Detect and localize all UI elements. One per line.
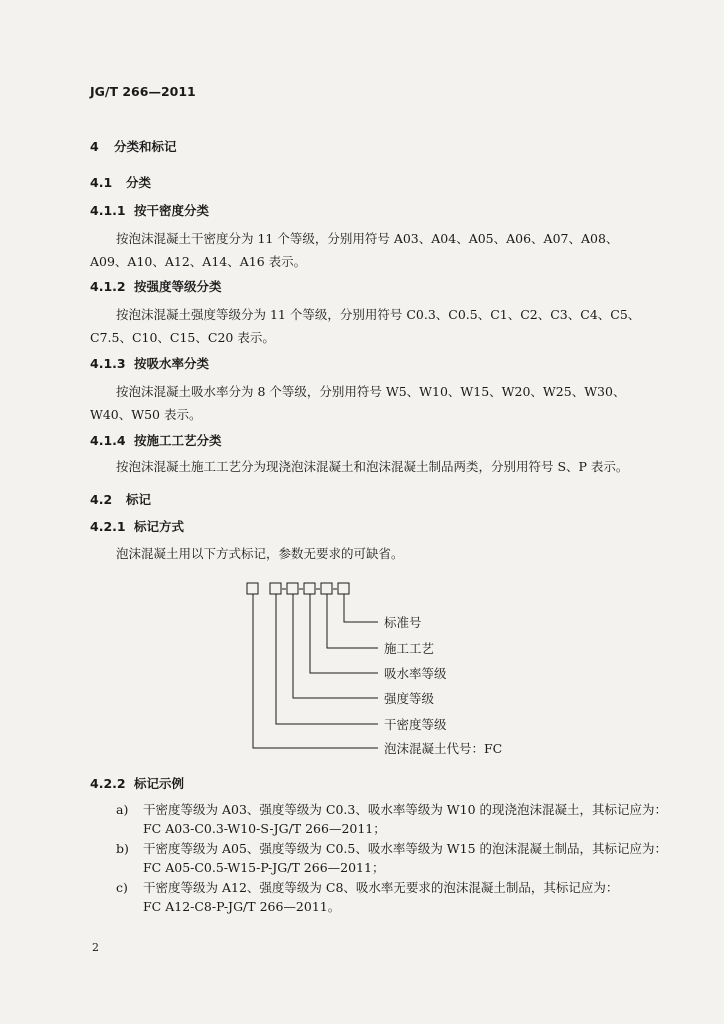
diagram-label: 泡沫混凝土代号：FC: [384, 741, 503, 756]
paragraph-4-1-4: 按泡沫混凝土施工工艺分为现浇泡沫混凝土和泡沫混凝土制品两类，分别用符号 S、P 表示。: [116, 459, 629, 474]
section-number: 4.2.1: [90, 519, 126, 534]
diagram-label: 吸水率等级: [384, 666, 447, 681]
paragraph-4-1-1: 按泡沫混凝土干密度分为 11 个等级，分别用符号 A03、A04、A05、A06、A07、A08、A09、A10、A12、A14、A16 表示。: [90, 231, 619, 269]
section-number: 4.2.2: [90, 776, 126, 791]
section-number: 4.1: [90, 175, 113, 190]
page-number: 2: [92, 941, 99, 954]
section-number: 4: [90, 139, 99, 154]
example-c-line1: 干密度等级为 A12、强度等级为 C8、吸水率无要求的泡沫混凝土制品，其标记应为：: [143, 880, 619, 895]
standard-header: JG/T 266—2011: [90, 84, 196, 99]
diagram-label: 标准号: [384, 615, 422, 630]
section-title: 按强度等级分类: [134, 279, 222, 294]
leader-strength: [293, 594, 378, 698]
section-title: 按施工工艺分类: [134, 433, 222, 448]
section-title: 标记方式: [134, 519, 185, 534]
box-water-absorption: [304, 583, 315, 594]
example-b-marker: b): [116, 841, 129, 856]
leader-standard: [344, 594, 378, 622]
section-title: 标记: [126, 492, 152, 507]
example-a-marker: a): [116, 802, 129, 817]
example-a-line1: 干密度等级为 A03、强度等级为 C0.3、吸水率等级为 W10 的现浇泡沫混凝土，其标记应为：: [143, 802, 668, 817]
section-title: 按干密度分类: [134, 203, 210, 218]
paragraph-4-1-2: 按泡沫混凝土强度等级分为 11 个等级，分别用符号 C0.3、C0.5、C1、C2、C3、C4、C5、C7.5、C10、C15、C20 表示。: [90, 307, 641, 345]
section-title: 标记示例: [134, 776, 185, 791]
box-process: [321, 583, 332, 594]
example-b-line1: 干密度等级为 A05、强度等级为 C0.5、吸水率等级为 W15 的泡沫混凝土制品，其标记应为：: [143, 841, 668, 856]
example-c-marker: c): [116, 880, 128, 895]
box-strength: [287, 583, 298, 594]
section-number: 4.1.2: [90, 279, 126, 294]
box-dry-density: [270, 583, 281, 594]
box-standard: [338, 583, 349, 594]
example-b-line2: FC A05-C0.5-W15-P-JG/T 266—2011；: [143, 860, 385, 875]
example-c-line2: FC A12-C8-P-JG/T 266—2011。: [143, 899, 341, 914]
diagram-label: 干密度等级: [384, 717, 447, 732]
diagram-label: 施工工艺: [384, 641, 435, 656]
box-product-code: [247, 583, 258, 594]
section-number: 4.2: [90, 492, 113, 507]
section-number: 4.1.1: [90, 203, 126, 218]
example-a-line2: FC A03-C0.3-W10-S-JG/T 266—2011；: [143, 821, 386, 836]
paragraph-4-2-1: 泡沫混凝土用以下方式标记，参数无要求的可缺省。: [116, 546, 404, 561]
section-title: 按吸水率分类: [134, 356, 210, 371]
section-number: 4.1.3: [90, 356, 126, 371]
section-title: 分类和标记: [114, 139, 177, 154]
section-number: 4.1.4: [90, 433, 126, 448]
leader-process: [327, 594, 378, 648]
diagram-label: 强度等级: [384, 691, 435, 706]
section-title: 分类: [126, 175, 152, 190]
paragraph-4-1-3: 按泡沫混凝土吸水率分为 8 个等级，分别用符号 W5、W10、W15、W20、W25、W30、W40、W50 表示。: [90, 384, 626, 422]
leader-product-code: [253, 594, 378, 748]
section-4-2-2-heading: [90, 774, 184, 792]
